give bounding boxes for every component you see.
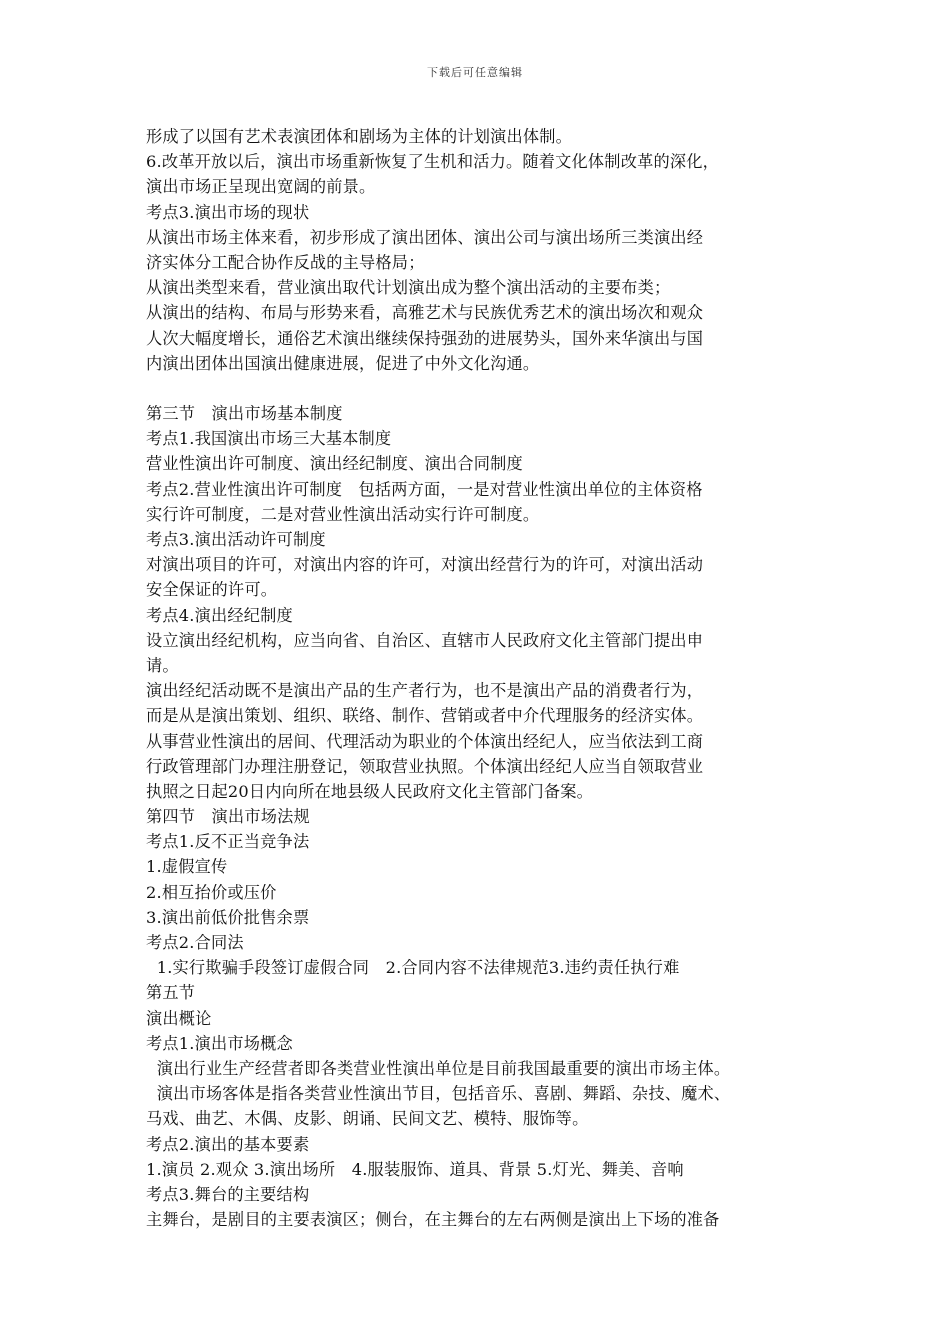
text-line: 执照之日起20日内向所在地县级人民政府文化主管部门备案。: [146, 781, 594, 801]
text-line: 1.虚假宣传: [146, 857, 228, 877]
text-line: 考点3.演出活动许可制度: [146, 530, 326, 549]
text-line: 演出市场正呈现出宽阔的前景。: [146, 177, 376, 197]
text-line: 考点4.演出经纪制度: [146, 605, 293, 625]
text-line: 演出市场客体是指各类营业性演出节目，包括音乐、喜剧、舞蹈、杂技、魔术、: [146, 1084, 731, 1104]
text-line: 考点1.反不正当竞争法: [146, 832, 310, 852]
text-line: 从事营业性演出的居间、代理活动为职业的个体演出经纪人，应当依法到工商: [146, 731, 704, 751]
text-line: 设立演出经纪机构，应当向省、自治区、直辖市人民政府文化主管部门提出申: [146, 630, 704, 650]
text-line: 6.改革开放以后，演出市场重新恢复了生机和活力。随着文化体制改革的深化，: [146, 152, 720, 172]
text-line: 考点3.演出市场的现状: [146, 202, 310, 222]
text-line: 1.实行欺骗手段签订虚假合同 2.合同内容不法律规范3.违约责任执行难: [146, 958, 680, 978]
text-line: 内演出团体出国演出健康进展，促进了中外文化沟通。: [146, 353, 540, 373]
text-line: 马戏、曲艺、木偶、皮影、朗诵、民间文艺、模特、服饰等。: [146, 1109, 589, 1129]
document-body: [146, 124, 836, 1232]
text-line: 营业性演出许可制度、演出经纪制度、演出合同制度: [146, 454, 523, 474]
text-line: 请。: [146, 655, 179, 675]
page-header: 下载后可任意编辑: [427, 66, 523, 79]
text-line: 2.相互抬价或压价: [146, 882, 277, 902]
text-line: 从演出类型来看，营业演出取代计划演出成为整个演出活动的主要布类；: [146, 278, 671, 298]
text-line: 演出行业生产经营者即各类营业性演出单位是目前我国最重要的演出市场主体。: [146, 1058, 731, 1078]
text-line: 第四节 演出市场法规: [146, 807, 310, 827]
text-line: 3.演出前低价批售余票: [146, 907, 310, 927]
text-line: 从演出市场主体来看，初步形成了演出团体、演出公司与演出场所三类演出经: [146, 227, 704, 247]
text-line: 第三节 演出市场基本制度: [146, 404, 343, 424]
text-line: 行政管理部门办理注册登记，领取营业执照。个体演出经纪人应当自领取营业: [146, 756, 704, 776]
text-line: 考点2.合同法: [146, 933, 244, 952]
text-line: 人次大幅度增长，通俗艺术演出继续保持强劲的进展势头，国外来华演出与国: [146, 328, 704, 348]
text-line: 安全保证的许可。: [146, 580, 278, 600]
text-line: 考点1.我国演出市场三大基本制度: [146, 429, 392, 449]
text-line: 考点1.演出市场概念: [146, 1033, 293, 1053]
text-line: 对演出项目的许可，对演出内容的许可，对演出经营行为的许可，对演出活动: [146, 555, 704, 575]
text-line: 实行许可制度，二是对营业性演出活动实行许可制度。: [146, 504, 540, 524]
text-line: 考点2.营业性演出许可制度 包括两方面，一是对营业性演出单位的主体资格: [146, 479, 703, 499]
text-line: 考点3.舞台的主要结构: [146, 1184, 310, 1204]
text-line: 第五节: [146, 983, 196, 1003]
text-line: 考点2.演出的基本要素: [146, 1134, 310, 1154]
text-line: 而是从是演出策划、组织、联络、制作、营销或者中介代理服务的经济实体。: [146, 706, 704, 726]
text-line: 演出概论: [146, 1008, 212, 1028]
blank-line: [146, 376, 836, 401]
text-line: 形成了以国有艺术表演团体和剧场为主体的计划演出体制。: [146, 127, 573, 146]
text-line: 1.演员 2.观众 3.演出场所 4.服装服饰、道具、背景 5.灯光、舞美、音响: [146, 1159, 684, 1179]
text-line: 演出经纪活动既不是演出产品的生产者行为，也不是演出产品的消费者行为，: [146, 681, 704, 701]
text-line: 从演出的结构、布局与形势来看，高雅艺术与民族优秀艺术的演出场次和观众: [146, 303, 704, 323]
text-line: 济实体分工配合协作反战的主导格局；: [146, 252, 425, 272]
text-line: 主舞台，是剧目的主要表演区；侧台，在主舞台的左右两侧是演出上下场的准备: [146, 1210, 720, 1230]
